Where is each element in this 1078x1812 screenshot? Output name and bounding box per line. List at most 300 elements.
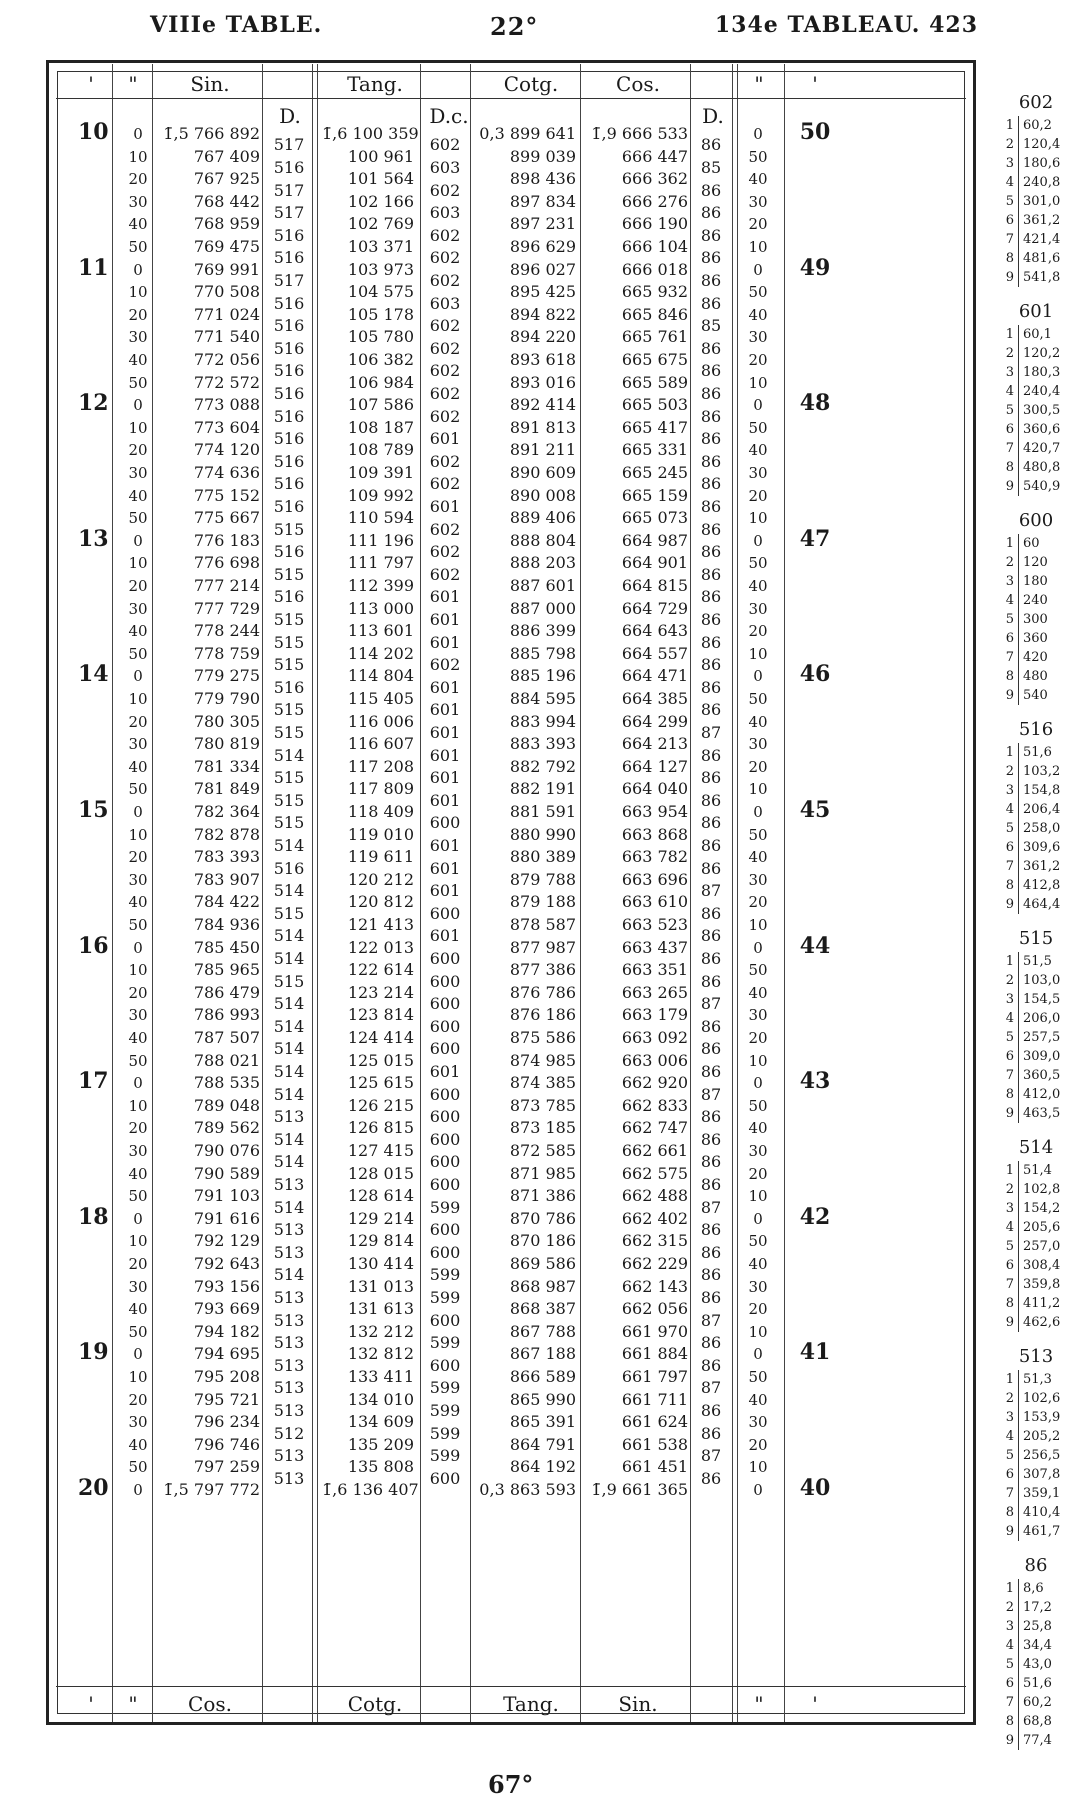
multiplier: 4 (1005, 384, 1014, 399)
proportional-part-row (1000, 477, 1076, 496)
proportional-part-row (1000, 382, 1076, 401)
sin-difference: 516 (273, 542, 305, 562)
second-value: 20 (128, 441, 148, 460)
cos-value: 661 711 (621, 1389, 688, 1409)
cos-difference: 87 (700, 1378, 722, 1398)
proportional-part-row (1000, 135, 1076, 154)
tang-value: 103 973 (347, 259, 414, 279)
tang-common-difference: 601 (429, 496, 461, 516)
proportional-value: 68,8 (1018, 1712, 1052, 1731)
minute-label: 14 (78, 661, 109, 688)
multiplier: 1 (1005, 327, 1014, 342)
tang-value: 116 607 (347, 734, 414, 754)
proportional-value: 359,1 (1018, 1484, 1060, 1503)
cos-difference: 87 (700, 994, 722, 1014)
proportional-part-row (1000, 1294, 1076, 1313)
second-value: 0 (133, 260, 143, 279)
cos-difference: 86 (700, 1220, 722, 1240)
sin-value: 771 540 (193, 327, 260, 347)
multiplier: 4 (1005, 1638, 1014, 1653)
column-rule (580, 64, 581, 1722)
second-value: 50 (128, 1458, 148, 1477)
second-value: 50 (128, 373, 148, 392)
proportional-value: 103,2 (1018, 762, 1060, 781)
proportional-part-row (1000, 1503, 1076, 1522)
sin-difference: 514 (273, 1129, 305, 1149)
cos-value: 662 747 (621, 1118, 688, 1138)
sin-value: 794 695 (193, 1344, 260, 1364)
col-head-sin: Sin. (190, 72, 230, 96)
second-value: 0 (133, 803, 143, 821)
second-value: 10 (128, 418, 148, 437)
complement-minute-label: 44 (799, 932, 831, 959)
proportional-value: 410,4 (1018, 1503, 1060, 1522)
tang-common-difference: 602 (429, 383, 461, 403)
proportional-value: 43,0 (1018, 1655, 1052, 1674)
cos-difference: 86 (700, 813, 722, 833)
proportional-value: 360,6 (1018, 420, 1060, 439)
second-value: 50 (128, 509, 148, 528)
second-value: 40 (128, 1435, 148, 1454)
cos-value: 664 987 (621, 530, 688, 550)
tang-value: 128 614 (347, 1186, 414, 1206)
cos-difference: 86 (700, 383, 722, 403)
proportional-value: 540 (1018, 686, 1048, 705)
sin-value: 796 234 (193, 1412, 260, 1432)
multiplier: 9 (1005, 688, 1014, 703)
tang-value: 107 586 (347, 395, 414, 415)
cos-value: 665 846 (621, 304, 688, 324)
col-foot-sin: Sin. (618, 1692, 658, 1716)
sin-difference: 514 (273, 948, 305, 968)
tang-value: 1̄,6 136 407 (322, 1480, 419, 1499)
multiplier: 5 (1005, 1448, 1014, 1463)
tang-common-difference: 601 (429, 722, 461, 742)
cos-difference: 86 (700, 677, 722, 697)
cotg-value: 885 196 (509, 666, 576, 686)
proportional-value: 412,0 (1018, 1085, 1060, 1104)
second-value: 20 (128, 577, 148, 595)
tang-value: 129 214 (347, 1208, 414, 1228)
multiplier: 4 (1005, 175, 1014, 190)
sin-value: 791 616 (193, 1208, 260, 1228)
sin-difference: 513 (273, 1355, 305, 1375)
complement-second-value: 20 (748, 215, 768, 234)
tang-value: 122 013 (347, 937, 414, 957)
cos-difference: 86 (700, 542, 722, 562)
proportional-value: 300 (1018, 610, 1048, 629)
cos-value: 663 610 (621, 892, 688, 912)
cos-difference: 86 (700, 451, 722, 471)
proportional-value: 256,5 (1018, 1446, 1060, 1465)
second-value: 0 (133, 531, 143, 550)
tang-value: 112 399 (347, 576, 414, 595)
col-foot-tang: Tang. (503, 1692, 559, 1716)
tang-common-difference: 600 (429, 994, 461, 1014)
cos-value: 663 265 (621, 982, 688, 1002)
complement-second-value: 10 (748, 373, 768, 392)
tang-common-difference: 602 (429, 361, 461, 381)
second-value: 40 (128, 893, 148, 912)
complement-second-value: 20 (748, 893, 768, 912)
proportional-part-row (1000, 1389, 1076, 1408)
cos-value: 664 557 (621, 643, 688, 663)
cos-difference: 86 (700, 1107, 722, 1127)
sin-value: 767 409 (193, 146, 260, 166)
cos-value: 663 179 (621, 1005, 688, 1025)
tang-common-difference: 600 (429, 1152, 461, 1172)
cos-difference: 86 (700, 1355, 722, 1375)
proportional-value: 206,0 (1018, 1009, 1060, 1028)
cotg-value: 896 027 (509, 259, 576, 279)
tang-common-difference: 600 (429, 1016, 461, 1036)
proportional-value: 462,6 (1018, 1313, 1060, 1332)
complement-second-value: 50 (748, 283, 768, 302)
cos-value: 666 190 (621, 214, 688, 234)
proportional-value: 309,6 (1018, 838, 1060, 857)
proportional-part-row (1000, 534, 1076, 553)
proportional-value: 154,2 (1018, 1199, 1060, 1218)
tang-common-difference: 599 (429, 1446, 461, 1466)
col-head-second-right: " (754, 72, 764, 96)
tang-value: 116 006 (347, 711, 414, 731)
tang-common-difference: 601 (429, 632, 461, 652)
minute-label: 15 (78, 797, 109, 823)
multiplier: 2 (1005, 555, 1014, 570)
degree-label: 22° (490, 12, 539, 41)
cos-value: 662 661 (621, 1141, 688, 1160)
cos-difference: 86 (700, 248, 722, 268)
cotg-value: 899 039 (509, 146, 576, 166)
complement-second-value: 50 (748, 961, 768, 980)
sin-difference: 516 (273, 316, 305, 336)
proportional-value: 51,4 (1018, 1161, 1052, 1180)
proportional-value: 180,3 (1018, 363, 1060, 382)
cotg-value: 877 386 (509, 960, 576, 980)
tang-common-difference: 599 (429, 1378, 461, 1398)
proportional-part-row (1000, 762, 1076, 781)
col-foot-second-right: " (754, 1692, 764, 1716)
second-value: 20 (128, 1119, 148, 1138)
complement-minute-label: 42 (799, 1203, 831, 1230)
sin-difference: 513 (273, 1400, 305, 1420)
cos-value: 661 451 (621, 1457, 688, 1477)
multiplier: 5 (1005, 403, 1014, 418)
multiplier: 3 (1005, 574, 1014, 589)
proportional-value: 60,2 (1018, 1693, 1052, 1712)
cotg-value: 888 203 (509, 553, 576, 573)
cotg-value: 892 414 (509, 395, 576, 415)
cos-value: 662 402 (621, 1208, 688, 1228)
table-number-label: VIIIe TABLE. (150, 12, 323, 38)
complement-second-value: 10 (748, 1187, 768, 1206)
complement-minute-label: 49 (799, 254, 831, 281)
tang-common-difference: 600 (429, 1310, 461, 1330)
multiplier: 7 (1005, 1068, 1014, 1083)
proportional-part-row (1000, 420, 1076, 439)
cos-value: 662 315 (621, 1231, 688, 1251)
sin-value: 778 759 (193, 643, 260, 663)
proportional-value: 480,8 (1018, 458, 1060, 477)
complement-second-value: 20 (748, 1435, 768, 1454)
tang-value: 102 769 (347, 214, 414, 234)
cos-difference: 86 (700, 293, 722, 313)
second-value: 40 (128, 622, 148, 641)
multiplier: 3 (1005, 1410, 1014, 1425)
proportional-value: 154,5 (1018, 990, 1060, 1009)
sin-difference: 515 (273, 903, 305, 923)
proportional-part-row (1000, 800, 1076, 819)
multiplier: 5 (1005, 821, 1014, 836)
tang-value: 119 611 (347, 847, 414, 867)
proportional-value: 240,4 (1018, 382, 1060, 401)
second-value: 50 (128, 644, 148, 663)
cotg-value: 896 629 (509, 237, 576, 256)
sin-value: 777 214 (193, 576, 260, 595)
proportional-value: 301,0 (1018, 192, 1060, 211)
sin-difference: 516 (273, 677, 305, 697)
cotg-value: 882 191 (509, 779, 576, 799)
multiplier: 8 (1005, 251, 1014, 266)
col-head-cotg: Cotg. (503, 72, 559, 96)
complement-second-value: 50 (748, 1368, 768, 1386)
sin-difference: 516 (273, 587, 305, 607)
proportional-part-row (1000, 1161, 1076, 1180)
tang-value: 120 812 (347, 892, 414, 912)
second-value: 0 (133, 1481, 143, 1499)
proportional-part-row (1000, 1693, 1076, 1712)
complement-second-value: 0 (753, 938, 763, 957)
tang-common-difference: 599 (429, 1423, 461, 1443)
cos-value: 661 538 (621, 1434, 688, 1454)
sin-value: 789 048 (193, 1095, 260, 1115)
cos-difference: 86 (700, 1039, 722, 1059)
proportional-value: 120,4 (1018, 135, 1060, 154)
proportional-parts-heading: 602 (1018, 92, 1054, 113)
sin-value: 767 925 (193, 169, 260, 189)
sin-value: 795 208 (193, 1367, 260, 1386)
cos-difference: 86 (700, 790, 722, 810)
cos-value: 661 884 (621, 1344, 688, 1364)
sin-difference: 514 (273, 745, 305, 765)
complement-second-value: 10 (748, 1458, 768, 1477)
cos-value: 665 331 (621, 440, 688, 460)
tang-value: 108 789 (347, 440, 414, 460)
multiplier: 2 (1005, 346, 1014, 361)
multiplier: 5 (1005, 194, 1014, 209)
proportional-part-row (1000, 211, 1076, 230)
cos-value: 665 761 (621, 327, 688, 347)
col-head-tang: Tang. (347, 72, 403, 96)
complement-second-value: 10 (748, 644, 768, 663)
column-rule (262, 64, 263, 1722)
multiplier: 6 (1005, 1049, 1014, 1064)
proportional-value: 205,2 (1018, 1427, 1060, 1446)
cotg-value: 864 192 (509, 1457, 576, 1477)
tang-value: 105 178 (347, 304, 414, 324)
complement-second-value: 30 (748, 735, 768, 754)
cos-difference: 86 (700, 1016, 722, 1036)
sin-value: 787 507 (193, 1028, 260, 1047)
proportional-value: 154,8 (1018, 781, 1060, 800)
sin-difference: 514 (273, 881, 305, 901)
sin-value: 775 667 (193, 508, 260, 528)
complement-second-value: 0 (753, 667, 763, 686)
tang-value: 108 187 (347, 417, 414, 437)
sin-difference: 513 (273, 1242, 305, 1262)
proportional-value: 120 (1018, 553, 1048, 572)
cotg-value: 864 791 (509, 1434, 576, 1454)
complement-second-value: 40 (748, 1390, 768, 1409)
complement-second-value: 0 (753, 1209, 763, 1228)
sin-difference: 515 (273, 609, 305, 629)
second-value: 40 (128, 1029, 148, 1047)
cos-value: 663 006 (621, 1050, 688, 1070)
sin-value: 795 721 (193, 1389, 260, 1409)
proportional-part-row (1000, 686, 1076, 705)
proportional-value: 361,2 (1018, 857, 1060, 876)
tang-value: 120 212 (347, 869, 414, 889)
col-foot-second: " (128, 1692, 138, 1716)
cotg-value: 874 985 (509, 1050, 576, 1070)
second-value: 50 (128, 916, 148, 934)
cotg-value: 872 585 (509, 1141, 576, 1160)
cotg-value: 885 798 (509, 643, 576, 663)
column-rule (470, 64, 471, 1722)
proportional-part-row (1000, 1655, 1076, 1674)
cotg-value: 890 008 (509, 485, 576, 505)
cotg-value: 871 985 (509, 1163, 576, 1183)
tang-value: 102 166 (347, 191, 414, 211)
proportional-part-row (1000, 1427, 1076, 1446)
sin-value: 788 535 (193, 1073, 260, 1093)
proportional-value: 206,4 (1018, 800, 1060, 819)
sin-value: 774 636 (193, 463, 260, 482)
multiplier: 1 (1005, 1581, 1014, 1596)
col-head-second: " (128, 72, 138, 96)
multiplier: 4 (1005, 1011, 1014, 1026)
multiplier: 1 (1005, 1163, 1014, 1178)
multiplier: 6 (1005, 631, 1014, 646)
sin-value: 796 746 (193, 1434, 260, 1454)
multiplier: 2 (1005, 973, 1014, 988)
sin-difference: 516 (273, 406, 305, 426)
cos-value: 664 040 (621, 779, 688, 799)
sin-value: 790 076 (193, 1141, 260, 1160)
complement-second-value: 40 (748, 305, 768, 324)
cos-difference: 86 (700, 609, 722, 629)
proportional-part-row (1000, 325, 1076, 344)
second-value: 0 (133, 1345, 143, 1364)
tang-common-difference: 601 (429, 609, 461, 629)
proportional-parts-heading: 516 (1018, 719, 1054, 740)
sin-difference: 513 (273, 1287, 305, 1307)
tang-value: 117 208 (347, 756, 414, 776)
sin-value: 793 156 (193, 1276, 260, 1296)
multiplier: 8 (1005, 669, 1014, 684)
proportional-part-row (1000, 1636, 1076, 1655)
col-head-diff-common: D.c. (429, 104, 469, 128)
cos-difference: 86 (700, 587, 722, 607)
cotg-value: 877 987 (509, 937, 576, 957)
second-value: 40 (128, 757, 148, 776)
sin-difference: 514 (273, 1084, 305, 1104)
cos-difference: 86 (700, 858, 722, 878)
cos-value: 665 245 (621, 463, 688, 482)
second-value: 40 (128, 1300, 148, 1319)
cos-difference: 86 (700, 338, 722, 358)
sin-difference: 513 (273, 1107, 305, 1127)
cotg-value: 876 786 (509, 982, 576, 1002)
multiplier: 1 (1005, 954, 1014, 969)
cotg-value: 886 399 (509, 621, 576, 641)
cos-difference: 86 (700, 700, 722, 720)
cotg-value: 874 385 (509, 1073, 576, 1093)
cos-value: 665 073 (621, 508, 688, 528)
sin-value: 774 120 (193, 440, 260, 460)
tang-value: 101 564 (347, 169, 414, 189)
complement-second-value: 10 (748, 916, 768, 934)
second-value: 30 (128, 870, 148, 889)
multiplier: 3 (1005, 783, 1014, 798)
proportional-value: 240 (1018, 591, 1048, 610)
cos-difference: 86 (700, 655, 722, 675)
second-value: 30 (128, 192, 148, 211)
cotg-value: 876 186 (509, 1005, 576, 1025)
sin-difference: 513 (273, 1310, 305, 1330)
sin-value: 784 936 (193, 915, 260, 934)
second-value: 0 (133, 938, 143, 957)
proportional-value: 411,2 (1018, 1294, 1060, 1313)
complement-second-value: 40 (748, 712, 768, 731)
cotg-value: 894 220 (509, 327, 576, 347)
tang-common-difference: 602 (429, 225, 461, 245)
tang-common-difference: 602 (429, 316, 461, 336)
tang-value: 132 812 (347, 1344, 414, 1364)
multiplier: 9 (1005, 270, 1014, 285)
cos-value: 661 970 (621, 1321, 688, 1341)
complement-degree-label: 67° (488, 1770, 534, 1799)
sin-value: 772 056 (193, 350, 260, 369)
complement-second-value: 10 (748, 780, 768, 799)
cos-difference: 86 (700, 1265, 722, 1285)
cotg-value: 868 987 (509, 1276, 576, 1296)
tang-common-difference: 601 (429, 677, 461, 697)
multiplier: 4 (1005, 802, 1014, 817)
proportional-value: 307,8 (1018, 1465, 1060, 1484)
cotg-value: 881 591 (509, 802, 576, 821)
complement-second-value: 30 (748, 1413, 768, 1432)
second-value: 0 (133, 1209, 143, 1228)
proportional-value: 360,5 (1018, 1066, 1060, 1085)
cotg-value: 883 994 (509, 711, 576, 731)
proportional-part-row (1000, 344, 1076, 363)
complement-second-value: 0 (753, 260, 763, 279)
cos-difference: 86 (700, 948, 722, 968)
proportional-value: 412,8 (1018, 876, 1060, 895)
sin-value: 769 475 (193, 237, 260, 256)
cos-difference: 86 (700, 971, 722, 991)
multiplier: 7 (1005, 1486, 1014, 1501)
multiplier: 3 (1005, 156, 1014, 171)
tang-value: 129 814 (347, 1231, 414, 1251)
multiplier: 2 (1005, 1182, 1014, 1197)
complement-second-value: 30 (748, 192, 768, 211)
cos-value: 666 104 (621, 237, 688, 256)
cotg-value: 884 595 (509, 689, 576, 708)
complement-minute-label: 47 (799, 525, 831, 552)
cos-value: 664 299 (621, 711, 688, 731)
